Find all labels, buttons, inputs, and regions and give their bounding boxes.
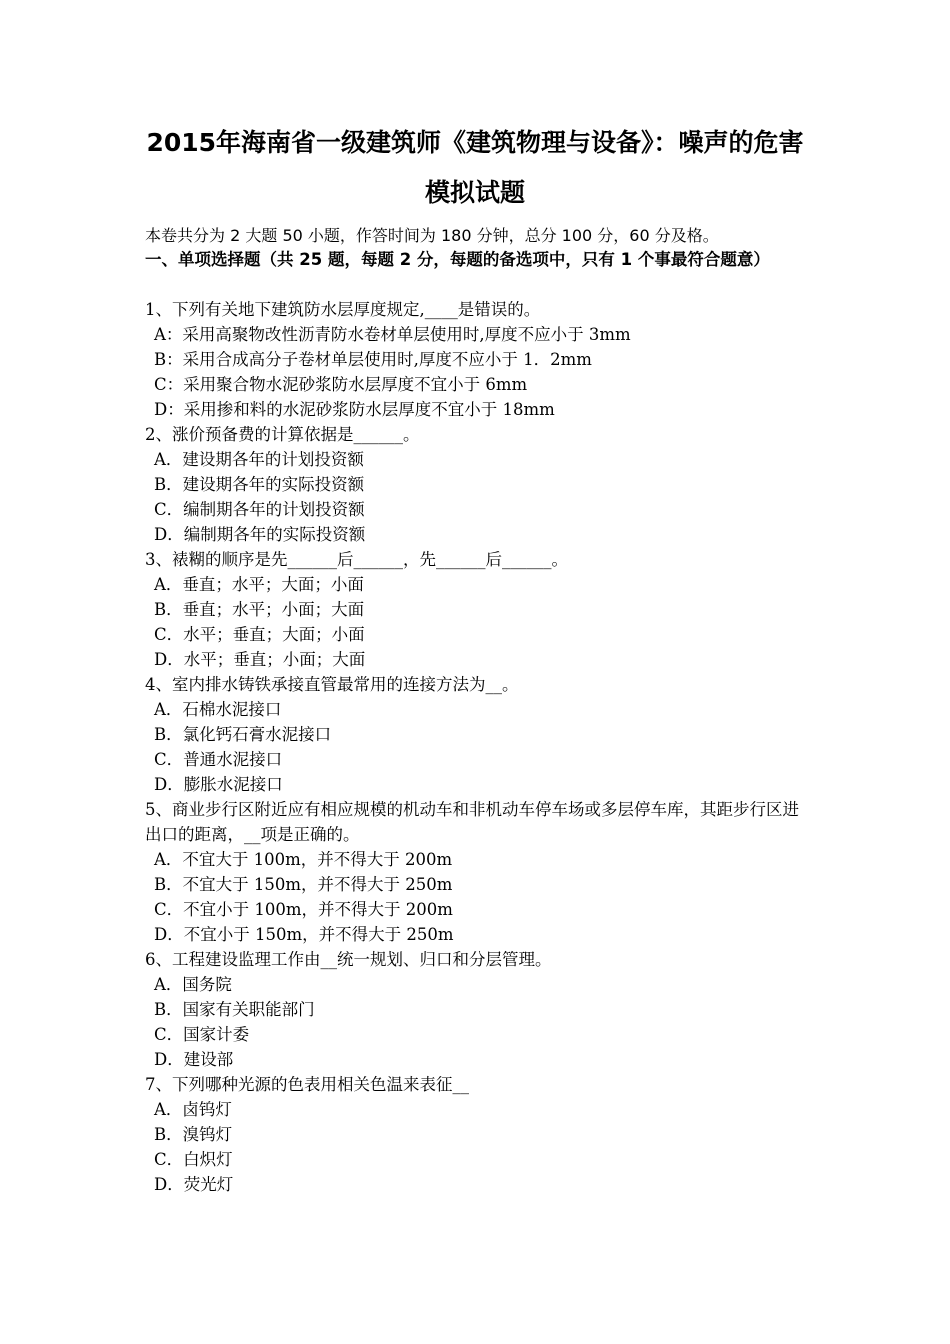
q6-option-c: C．国家计委 xyxy=(154,1025,250,1044)
q6-option-d: D．建设部 xyxy=(154,1050,234,1069)
q2-option-c: C．编制期各年的计划投资额 xyxy=(154,500,365,519)
question-6: 6、工程建设监理工作由__统一规划、归口和分层管理。 xyxy=(145,950,552,969)
q3-option-b: B．垂直；水平；小面；大面 xyxy=(154,600,365,619)
q1-option-b: B：采用合成高分子卷材单层使用时,厚度不应小于 1．2mm xyxy=(154,350,592,369)
exam-intro: 本卷共分为 2 大题 50 小题，作答时间为 180 分钟，总分 100 分，60 分及格。 xyxy=(145,226,719,245)
question-1: 1、下列有关地下建筑防水层厚度规定,____是错误的。 xyxy=(145,300,541,319)
q3-option-c: C．水平；垂直；大面；小面 xyxy=(154,625,365,644)
q3-option-d: D．水平；垂直；小面；大面 xyxy=(154,650,366,669)
q6-option-a: A．国务院 xyxy=(154,975,232,994)
question-2: 2、涨价预备费的计算依据是______。 xyxy=(145,425,420,444)
section-heading: 一、单项选择题（共 25 题，每题 2 分，每题的备选项中，只有 1 个事最符合题意） xyxy=(145,250,770,269)
q7-option-c: C．白炽灯 xyxy=(154,1150,233,1169)
q2-option-a: A．建设期各年的计划投资额 xyxy=(154,450,364,469)
question-3: 3、裱糊的顺序是先______后______，先______后______。 xyxy=(145,550,568,569)
q7-option-d: D．荧光灯 xyxy=(154,1175,234,1194)
q5-option-a: A．不宜大于 100m，并不得大于 200m xyxy=(154,850,453,869)
q5-option-d: D．不宜小于 150m，并不得大于 250m xyxy=(154,925,454,944)
q7-option-a: A．卤钨灯 xyxy=(154,1100,232,1119)
q4-option-b: B．氯化钙石膏水泥接口 xyxy=(154,725,332,744)
q1-option-c: C：采用聚合物水泥砂浆防水层厚度不宜小于 6mm xyxy=(154,375,528,394)
q4-option-c: C．普通水泥接口 xyxy=(154,750,283,769)
question-7: 7、下列哪种光源的色表用相关色温来表征__ xyxy=(145,1075,469,1094)
q4-option-d: D．膨胀水泥接口 xyxy=(154,775,283,794)
question-4: 4、室内排水铸铁承接直管最常用的连接方法为__。 xyxy=(145,675,519,694)
q5-option-b: B．不宜大于 150m，并不得大于 250m xyxy=(154,875,453,894)
question-list xyxy=(145,297,810,1197)
q7-option-b: B．溴钨灯 xyxy=(154,1125,233,1144)
q1-option-a: A：采用高聚物改性沥青防水卷材单层使用时,厚度不应小于 3mm xyxy=(154,325,631,344)
title-line-1: 2015年海南省一级建筑师《建筑物理与设备》：噪声的危害 xyxy=(146,128,804,157)
q5-option-c: C．不宜小于 100m，并不得大于 200m xyxy=(154,900,453,919)
q2-option-b: B．建设期各年的实际投资额 xyxy=(154,475,365,494)
question-5: 5、商业步行区附近应有相应规模的机动车和非机动车停车场或多层停车库，其距步行区进出口的距离，__项是正确的。 xyxy=(145,800,799,844)
q1-option-d: D：采用掺和料的水泥砂浆防水层厚度不宜小于 18mm xyxy=(154,400,555,419)
q3-option-a: A．垂直；水平；大面；小面 xyxy=(154,575,364,594)
q4-option-a: A．石棉水泥接口 xyxy=(154,700,282,719)
q6-option-b: B．国家有关职能部门 xyxy=(154,1000,315,1019)
q2-option-d: D．编制期各年的实际投资额 xyxy=(154,525,366,544)
title-line-2: 模拟试题 xyxy=(424,178,525,207)
